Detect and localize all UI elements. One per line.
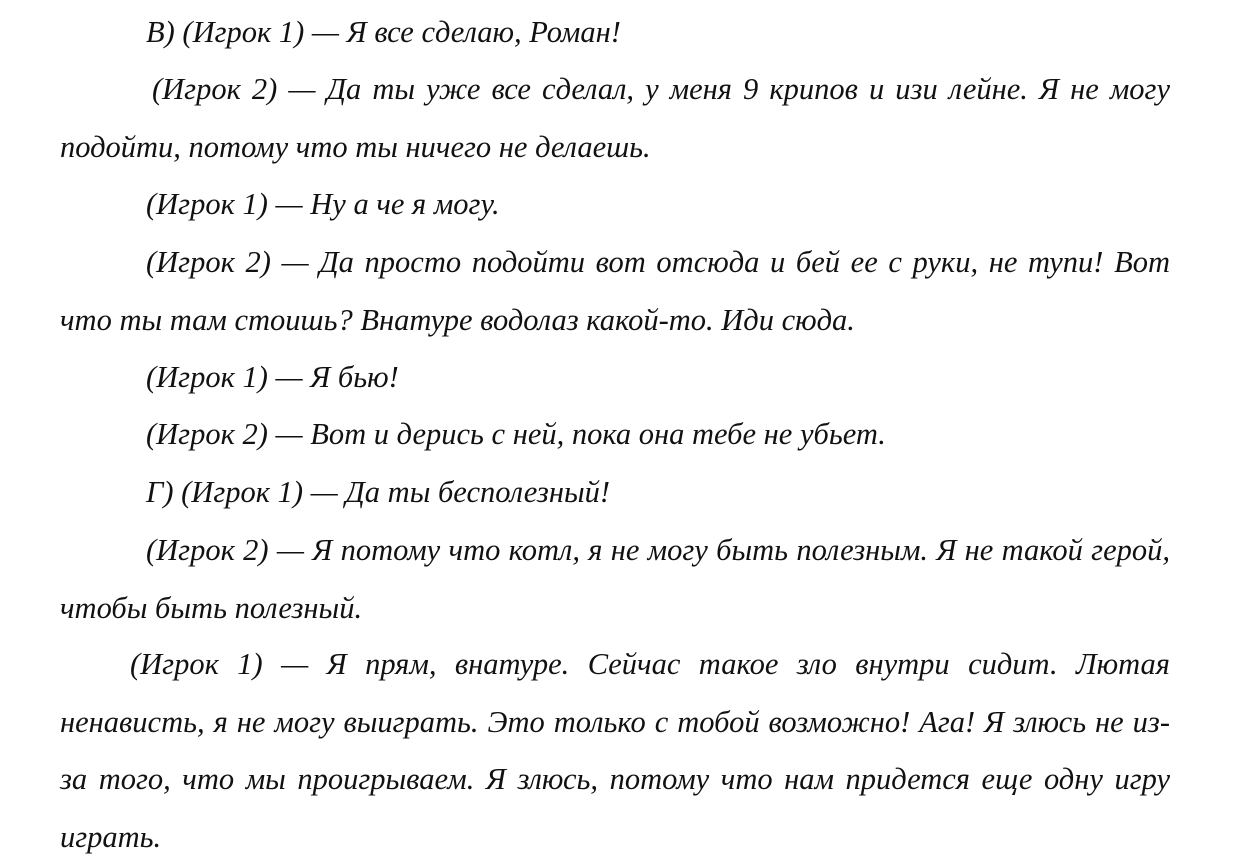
paragraph-4: (Игрок 2) — Да просто подойти вот отсюда и бей ее с руки, не тупи! Вот что ты там стоишь? Внатуре водолаз какой-то. Иди сюда. — [60, 245, 1170, 337]
paragraph-6: (Игрок 2) — Вот и дерись с ней, пока она тебе не убьет. — [146, 417, 886, 451]
paragraph-8: (Игрок 2) — Я потому что котл, я не могу быть полезным. Я не такой герой, чтобы быть полезный. — [60, 533, 1170, 625]
paragraph-3: (Игрок 1) — Ну а че я могу. — [146, 187, 500, 221]
paragraph-9: (Игрок 1) — Я прям, внатуре. Сейчас такое зло внутри сидит. Лютая ненависть, я не могу выиграть. Это только с тобой возможно! Ага! Я злюсь не из-за того, что мы проигрываем. Я злюсь, потому что нам придется еще одну игру играть. — [60, 647, 1170, 854]
paragraph-7: Г) (Игрок 1) — Да ты бесполезный! — [146, 475, 611, 509]
paragraph-2: (Игрок 2) — Да ты уже все сделал, у меня 9 крипов и изи лейне. Я не могу подойти, потому что ты ничего не делаешь. — [60, 72, 1170, 164]
paragraph-5: (Игрок 1) — Я бью! — [146, 360, 399, 394]
paragraph-1: В) (Игрок 1) — Я все сделаю, Роман! — [146, 15, 621, 49]
